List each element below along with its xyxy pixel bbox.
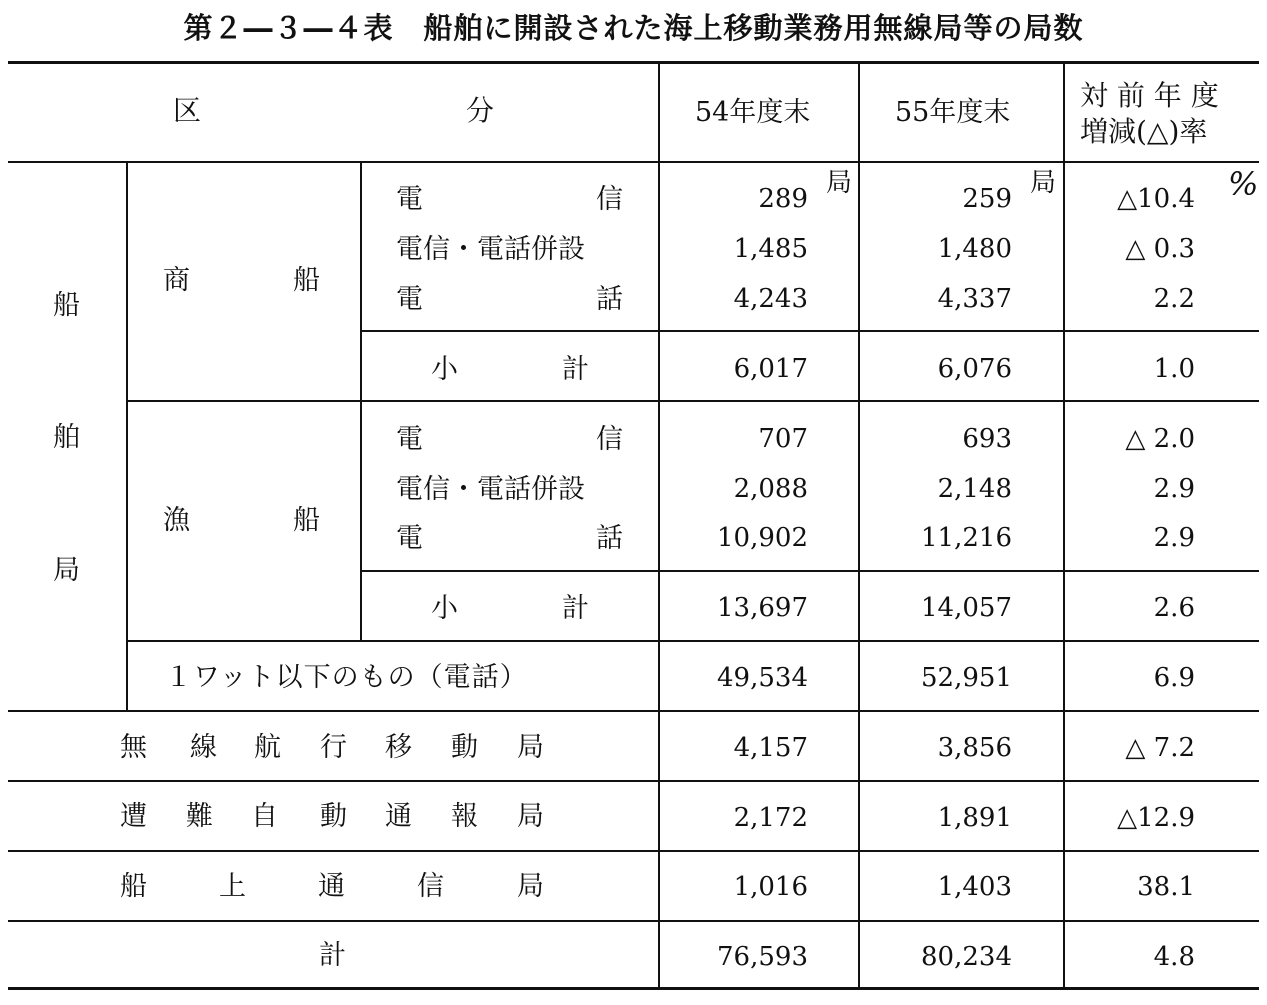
fishing-subtotal-55: 14,057 — [921, 593, 1012, 623]
radionav-char-3: 航 — [254, 732, 281, 763]
distress-char-7: 局 — [517, 801, 544, 832]
merchant-telegraph-54: 289 — [758, 184, 808, 214]
header-rate-line1: 対 前 年 度 — [1080, 79, 1219, 112]
fishing-combined-54: 2,088 — [733, 474, 808, 504]
fishing-telephone-a: 電 — [396, 523, 423, 554]
radionav-54: 4,157 — [733, 733, 808, 763]
header-rate-line2: 増減(△)率 — [1080, 115, 1208, 148]
distress-54: 2,172 — [733, 803, 808, 833]
radionav-char-2: 線 — [190, 732, 217, 763]
fishing-telephone-b: 話 — [596, 523, 623, 554]
rule-col-54 — [658, 63, 660, 988]
onboard-char-2: 上 — [219, 871, 246, 902]
merchant-telephone-54: 4,243 — [733, 284, 808, 314]
merchant-combined-rate: △ 0.3 — [1125, 234, 1195, 264]
merchant-subtotal-a: 小 — [431, 354, 458, 385]
ship-station-char-3: 局 — [53, 555, 80, 586]
onboard-54: 1,016 — [733, 872, 808, 902]
merchant-combined-54: 1,485 — [733, 234, 808, 264]
fishing-telephone-55: 11,216 — [921, 523, 1012, 553]
onboard-char-4: 信 — [417, 871, 444, 902]
header-ku: 区 — [173, 94, 202, 127]
merchant-telephone-55: 4,337 — [937, 284, 1012, 314]
rule-onboard-bottom — [8, 920, 1259, 922]
fishing-telephone-54: 10,902 — [717, 523, 808, 553]
rule-merchant-subtotal — [361, 330, 1259, 332]
fishing-subtotal-54: 13,697 — [717, 593, 808, 623]
rule-col-type — [360, 163, 362, 641]
radionav-char-7: 局 — [517, 732, 544, 763]
total-54: 76,593 — [717, 942, 808, 972]
rule-header-bottom — [8, 161, 1259, 163]
radionav-rate: △ 7.2 — [1125, 733, 1195, 763]
distress-char-4: 動 — [320, 801, 347, 832]
fishing-telegraph-a: 電 — [396, 424, 423, 455]
merchant-telephone-b: 話 — [596, 284, 623, 315]
merchant-telephone-rate: 2.2 — [1153, 284, 1195, 314]
header-bun: 分 — [466, 94, 495, 127]
header-54: 54年度末 — [695, 97, 811, 128]
unit-percent: % — [1228, 165, 1259, 203]
unit-count-54: 局 — [826, 168, 853, 198]
onboard-55: 1,403 — [937, 872, 1012, 902]
onboard-char-3: 通 — [318, 871, 345, 902]
fishing-subtotal-a: 小 — [431, 593, 458, 624]
distress-char-5: 通 — [385, 801, 412, 832]
fishing-combined-55: 2,148 — [937, 474, 1012, 504]
rule-bottom — [8, 987, 1259, 990]
merchant-subtotal-55: 6,076 — [937, 354, 1012, 384]
distress-rate: △12.9 — [1117, 803, 1195, 833]
rule-col-55 — [858, 63, 860, 988]
onboard-rate: 38.1 — [1137, 872, 1195, 902]
merchant-telegraph-b: 信 — [596, 184, 623, 215]
total-label: 計 — [319, 940, 346, 971]
merchant-subtotal-54: 6,017 — [733, 354, 808, 384]
fishing-telephone-rate: 2.9 — [1153, 523, 1195, 553]
table-title: 第２―３―４表 船舶に開設された海上移動業務用無線局等の局数 — [183, 11, 1084, 45]
radionav-char-1: 無 — [120, 732, 147, 763]
rule-ship-bottom — [8, 710, 1259, 712]
one-watt-55: 52,951 — [921, 663, 1012, 693]
distress-char-3: 自 — [251, 801, 278, 832]
distress-55: 1,891 — [937, 803, 1012, 833]
fishing-label-b: 船 — [293, 505, 320, 536]
merchant-label-b: 船 — [293, 265, 320, 296]
distress-char-6: 報 — [451, 801, 478, 832]
fishing-telegraph-55: 693 — [962, 424, 1012, 454]
total-55: 80,234 — [921, 942, 1012, 972]
merchant-combined-55: 1,480 — [937, 234, 1012, 264]
merchant-telegraph-a: 電 — [396, 184, 423, 215]
distress-char-1: 遭 — [120, 801, 147, 832]
distress-char-2: 難 — [186, 801, 213, 832]
onboard-char-5: 局 — [517, 871, 544, 902]
onboard-char-1: 船 — [120, 871, 147, 902]
fishing-telegraph-54: 707 — [758, 424, 808, 454]
rule-radionav-bottom — [8, 780, 1259, 782]
rule-fishing-bottom — [127, 640, 1259, 642]
merchant-subtotal-rate: 1.0 — [1153, 354, 1195, 384]
fishing-telegraph-b: 信 — [596, 424, 623, 455]
radionav-55: 3,856 — [937, 733, 1012, 763]
one-watt-label: １ワット以下のもの（電話） — [165, 662, 528, 693]
fishing-subtotal-b: 計 — [562, 593, 589, 624]
radionav-char-5: 移 — [385, 732, 412, 763]
rule-distress-bottom — [8, 850, 1259, 852]
fishing-combined-label: 電信・電話併設 — [396, 474, 585, 505]
unit-count-55: 局 — [1030, 168, 1057, 198]
fishing-label-a: 漁 — [163, 505, 190, 536]
ship-station-char-2: 舶 — [53, 422, 80, 453]
rule-col-rate — [1063, 63, 1065, 988]
rule-fishing-subtotal — [361, 570, 1259, 572]
merchant-telegraph-rate: △10.4 — [1117, 184, 1195, 214]
merchant-combined-label: 電信・電話併設 — [396, 234, 585, 265]
merchant-label-a: 商 — [163, 265, 190, 296]
total-rate: 4.8 — [1153, 942, 1195, 972]
radionav-char-6: 動 — [451, 732, 478, 763]
header-55: 55年度末 — [895, 97, 1011, 128]
one-watt-54: 49,534 — [717, 663, 808, 693]
radionav-char-4: 行 — [320, 732, 347, 763]
fishing-combined-rate: 2.9 — [1153, 474, 1195, 504]
ship-station-char-1: 船 — [53, 290, 80, 321]
rule-col-ship — [126, 163, 128, 711]
rule-top — [8, 61, 1259, 64]
merchant-subtotal-b: 計 — [562, 354, 589, 385]
one-watt-rate: 6.9 — [1153, 663, 1195, 693]
rule-merchant-bottom — [127, 400, 1259, 402]
merchant-telegraph-55: 259 — [962, 184, 1012, 214]
merchant-telephone-a: 電 — [396, 284, 423, 315]
fishing-subtotal-rate: 2.6 — [1153, 593, 1195, 623]
fishing-telegraph-rate: △ 2.0 — [1125, 424, 1195, 454]
